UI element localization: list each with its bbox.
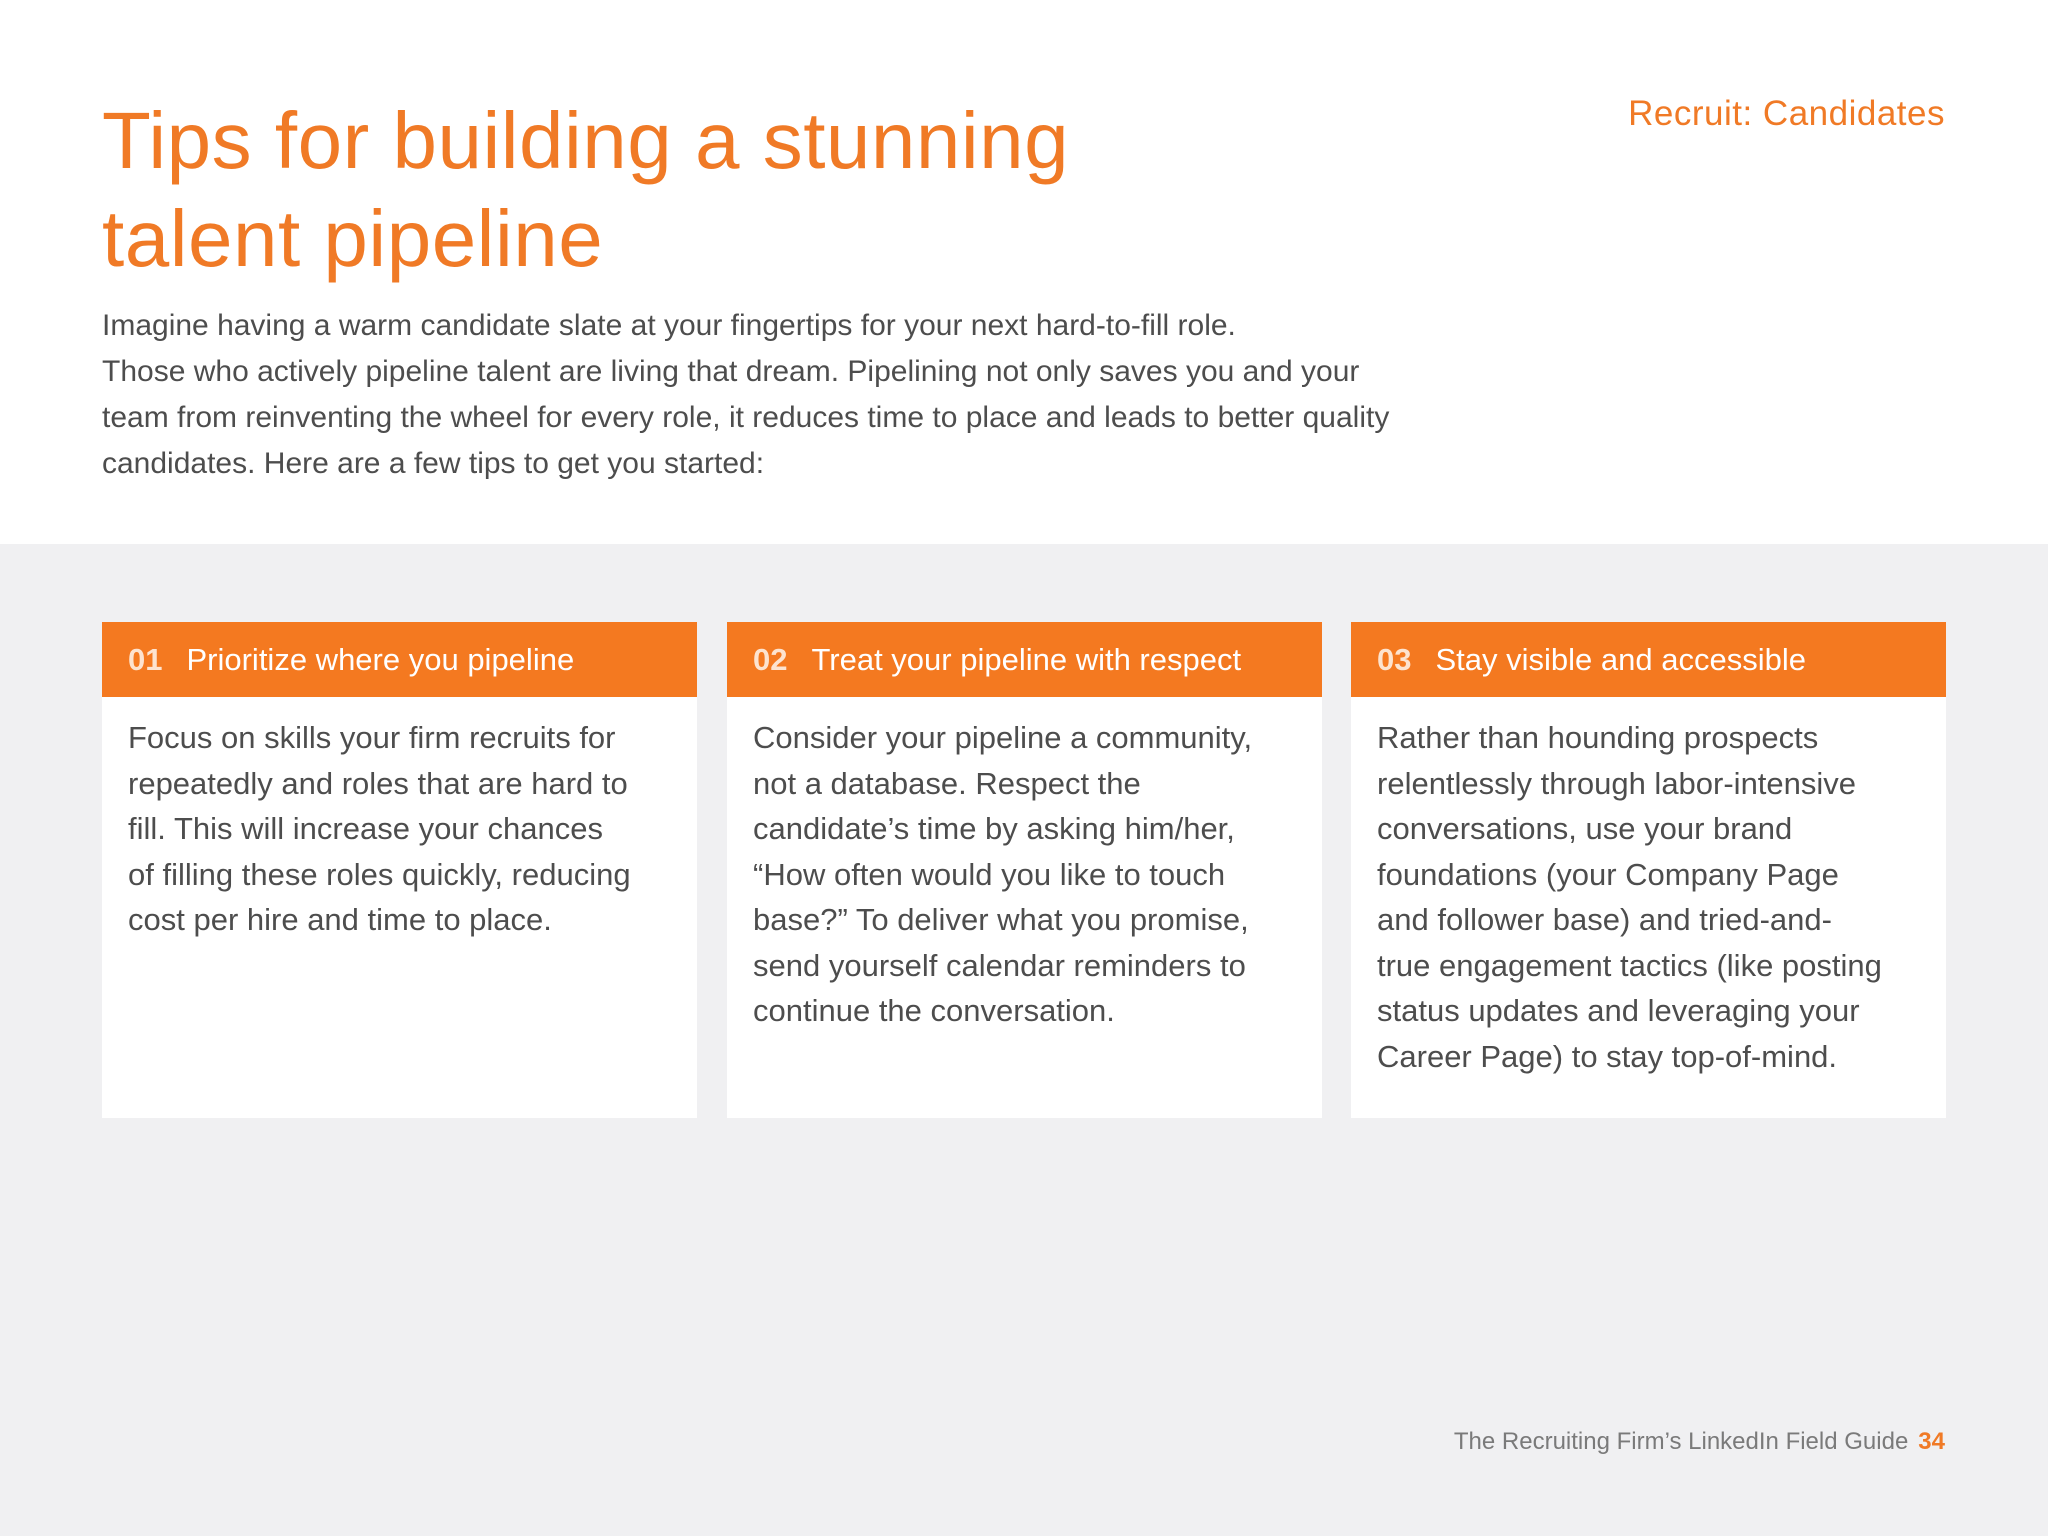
- tip-body-line: repeatedly and roles that are hard to: [128, 765, 628, 801]
- tip-body-line: and follower base) and tried-and-: [1377, 902, 1832, 937]
- intro-line: Those who actively pipeline talent are living that dream. Pipelining not only saves you and your: [102, 355, 1360, 388]
- tip-body-line: base?” To deliver what you promise,: [753, 902, 1249, 937]
- tip-number: 03: [1377, 641, 1412, 677]
- tip-body-line: true engagement tactics (like posting: [1377, 947, 1882, 983]
- tip-card-header: [1351, 622, 1946, 697]
- tip-body-line: candidate’s time by asking him/her,: [753, 811, 1235, 846]
- tip-card-header: [102, 622, 697, 697]
- tip-body-line: foundations (your Company Page: [1377, 856, 1839, 892]
- tip-title: Prioritize where you pipeline: [186, 641, 575, 677]
- page-title-line-1: Tips for building a stunning: [102, 96, 1070, 185]
- intro-paragraph: [102, 303, 1542, 487]
- tip-body-line: relentlessly through labor-intensive: [1377, 765, 1857, 801]
- intro-line: Imagine having a warm candidate slate at your fingertips for your next hard-to-fill role.: [102, 309, 1236, 342]
- tip-body-line: Rather than hounding prospects: [1377, 720, 1819, 755]
- tip-body-line: continue the conversation.: [753, 993, 1115, 1028]
- tip-body-line: conversations, use your brand: [1377, 811, 1793, 846]
- page-title: [102, 92, 1402, 288]
- tip-body-line: fill. This will increase your chances: [128, 811, 603, 846]
- tip-card-2: [727, 622, 1322, 1118]
- tip-body: [102, 697, 697, 943]
- tip-body: [727, 697, 1322, 1034]
- tip-body-line: “How often would you like to touch: [753, 856, 1226, 892]
- tip-card-header: [727, 622, 1322, 697]
- guide-title: The Recruiting Firm’s LinkedIn Field Guide: [1453, 1428, 1909, 1455]
- tip-body-line: status updates and leveraging your: [1377, 993, 1860, 1028]
- tip-number: 01: [128, 641, 163, 677]
- tip-body-line: Consider your pipeline a community,: [753, 720, 1253, 755]
- section-label: Recruit: Candidates: [1628, 94, 1945, 133]
- tip-number: 02: [753, 641, 788, 677]
- tip-body-line: cost per hire and time to place.: [128, 902, 552, 937]
- page-footer: [1454, 1428, 1945, 1456]
- tip-body-line: Focus on skills your firm recruits for: [128, 720, 616, 755]
- tip-card-1: [102, 622, 697, 1118]
- intro-line: candidates. Here are a few tips to get you started:: [102, 447, 765, 480]
- tip-title: Treat your pipeline with respect: [811, 641, 1242, 677]
- intro-line: team from reinventing the wheel for every role, it reduces time to place and leads to better quality: [102, 401, 1390, 434]
- tip-body-line: of filling these roles quickly, reducing: [128, 856, 631, 892]
- tip-body-line: Career Page) to stay top-of-mind.: [1377, 1038, 1838, 1074]
- tip-body: [1351, 697, 1946, 1079]
- tip-body-line: send yourself calendar reminders to: [753, 947, 1246, 983]
- tip-body-line: not a database. Respect the: [753, 765, 1141, 801]
- tip-title: Stay visible and accessible: [1435, 641, 1806, 677]
- page-title-line-2: talent pipeline: [102, 194, 604, 283]
- tip-card-3: [1351, 622, 1946, 1118]
- page-number: 34: [1918, 1428, 1945, 1455]
